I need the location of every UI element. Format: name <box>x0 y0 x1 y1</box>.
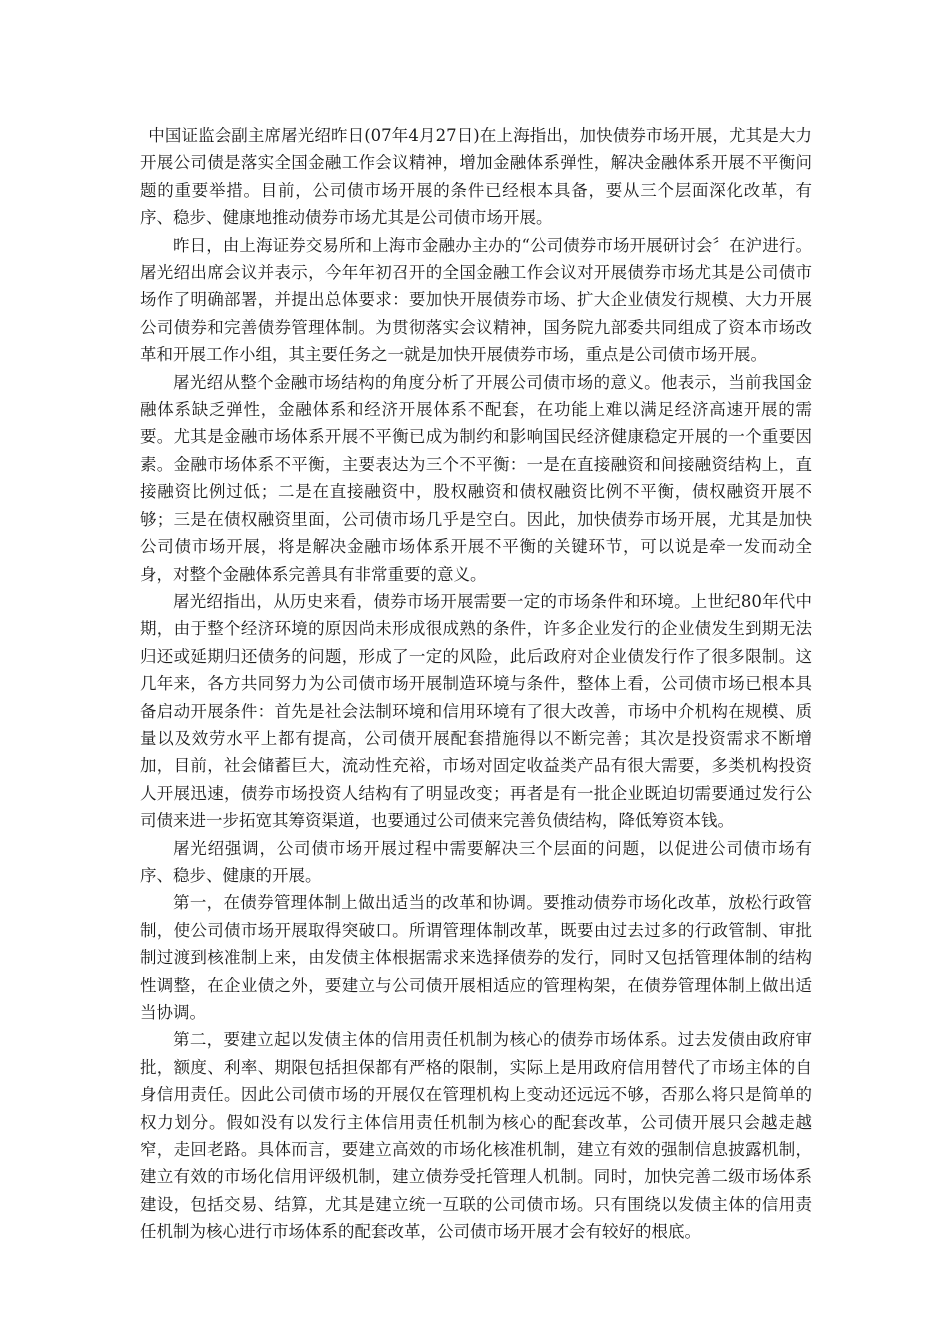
paragraph-1: 中国证监会副主席屠光绍昨日(07年4月27日)在上海指出，加快债券市场开展，尤其是大力开展公司债是落实全国金融工作会议精神，增加金融体系弹性，解决金融体系开展不平衡问题的重要举措。目前，公司债市场开展的条件已经根本具备，要从三个层面深化改革，有序、稳步、健康地推动债券市场尤其是公司债市场开展。 <box>140 126 812 228</box>
paragraph-6: 第一，在债券管理体制上做出适当的改革和协调。要推动债券市场化改革，放松行政管制，使公司债市场开展取得突破口。所谓管理体制改革，既要由过去过多的行政管制、审批制过渡到核准制上来，由发债主体根据需求来选择债券的发行，同时又包括管理体制的结构性调整，在企业债之外，要建立与公司债开展相适应的管理构架，在债券管理体制上做出适当协调。 <box>140 893 812 1022</box>
paragraph-4: 屠光绍指出，从历史来看，债券市场开展需要一定的市场条件和环境。上世纪80年代中期，由于整个经济环境的原因尚未形成很成熟的条件，许多企业发行的企业债发生到期无法归还或延期归还债务的问题，形成了一定的风险，此后政府对企业债发行作了很多限制。这几年来，各方共同努力为公司债市场开展制造环境与条件，整体上看，公司债市场已根本具备启动开展条件：首先是社会法制环境和信用环境有了很大改善，市场中介机构在规模、质量以及效劳水平上都有提高，公司债开展配套措施得以不断完善；其次是投资需求不断增加，目前，社会储蓄巨大，流动性充裕，市场对固定收益类产品有很大需要，多类机构投资人开展迅速，债券市场投资人结构有了明显改变；再者是有一批企业既迫切需要通过发行公司债来进一步拓宽其筹资渠道，也要通过公司债来完善负债结构，降低筹资本钱。 <box>140 591 812 831</box>
paragraph-3: 屠光绍从整个金融市场结构的角度分析了开展公司债市场的意义。他表示，当前我国金融体系缺乏弹性，金融体系和经济开展体系不配套，在功能上难以满足经济高速开展的需要。尤其是金融市场体系开展不平衡已成为制约和影响国民经济健康稳定开展的一个重要因素。金融市场体系不平衡，主要表达为三个不平衡：一是在直接融资和间接融资结构上，直接融资比例过低；二是在直接融资中，股权融资和债权融资比例不平衡，债权融资开展不够；三是在债权融资里面，公司债市场几乎是空白。因此，加快债券市场开展，尤其是加快公司债市场开展，将是解决金融市场体系开展不平衡的关键环节，可以说是牵一发而动全身，对整个金融体系完善具有非常重要的意义。 <box>140 372 812 584</box>
paragraph-2: 昨日，由上海证券交易所和上海市金融办主办的“公司债券市场开展研讨会〞在沪进行。屠光绍出席会议并表示，今年年初召开的全国金融工作会议对开展债券市场尤其是公司债市场作了明确部署，并提出总体要求：要加快开展债券市场、扩大企业债发行规模、大力开展公司债券和完善债券管理体制。为贯彻落实会议精神，国务院九部委共同组成了资本市场改革和开展工作小组，其主要任务之一就是加快开展债券市场，重点是公司债市场开展。 <box>140 235 812 365</box>
paragraph-7: 第二，要建立起以发债主体的信用责任机制为核心的债券市场体系。过去发债由政府审批，额度、利率、期限包括担保都有严格的限制，实际上是用政府信用替代了市场主体的自身信用责任。因此公司债市场的开展仅在管理机构上变动还远远不够，否那么将只是简单的权力划分。假如没有以发行主体信用责任机制为核心的配套改革，公司债开展只会越走越窄，走回老路。具体而言，要建立高效的市场化核准机制，建立有效的强制信息披露机制，建立有效的市场化信用评级机制，建立债券受托管理人机制。同时，加快完善二级市场体系建设，包括交易、结算，尤其是建立统一互联的公司债市场。只有围绕以发债主体的信用责任机制为核心进行市场体系的配套改革，公司债市场开展才会有较好的根底。 <box>140 1030 812 1242</box>
paragraph-5: 屠光绍强调，公司债市场开展过程中需要解决三个层面的问题，以促进公司债市场有序、稳步、健康的开展。 <box>140 838 812 885</box>
document-body <box>140 122 812 1246</box>
